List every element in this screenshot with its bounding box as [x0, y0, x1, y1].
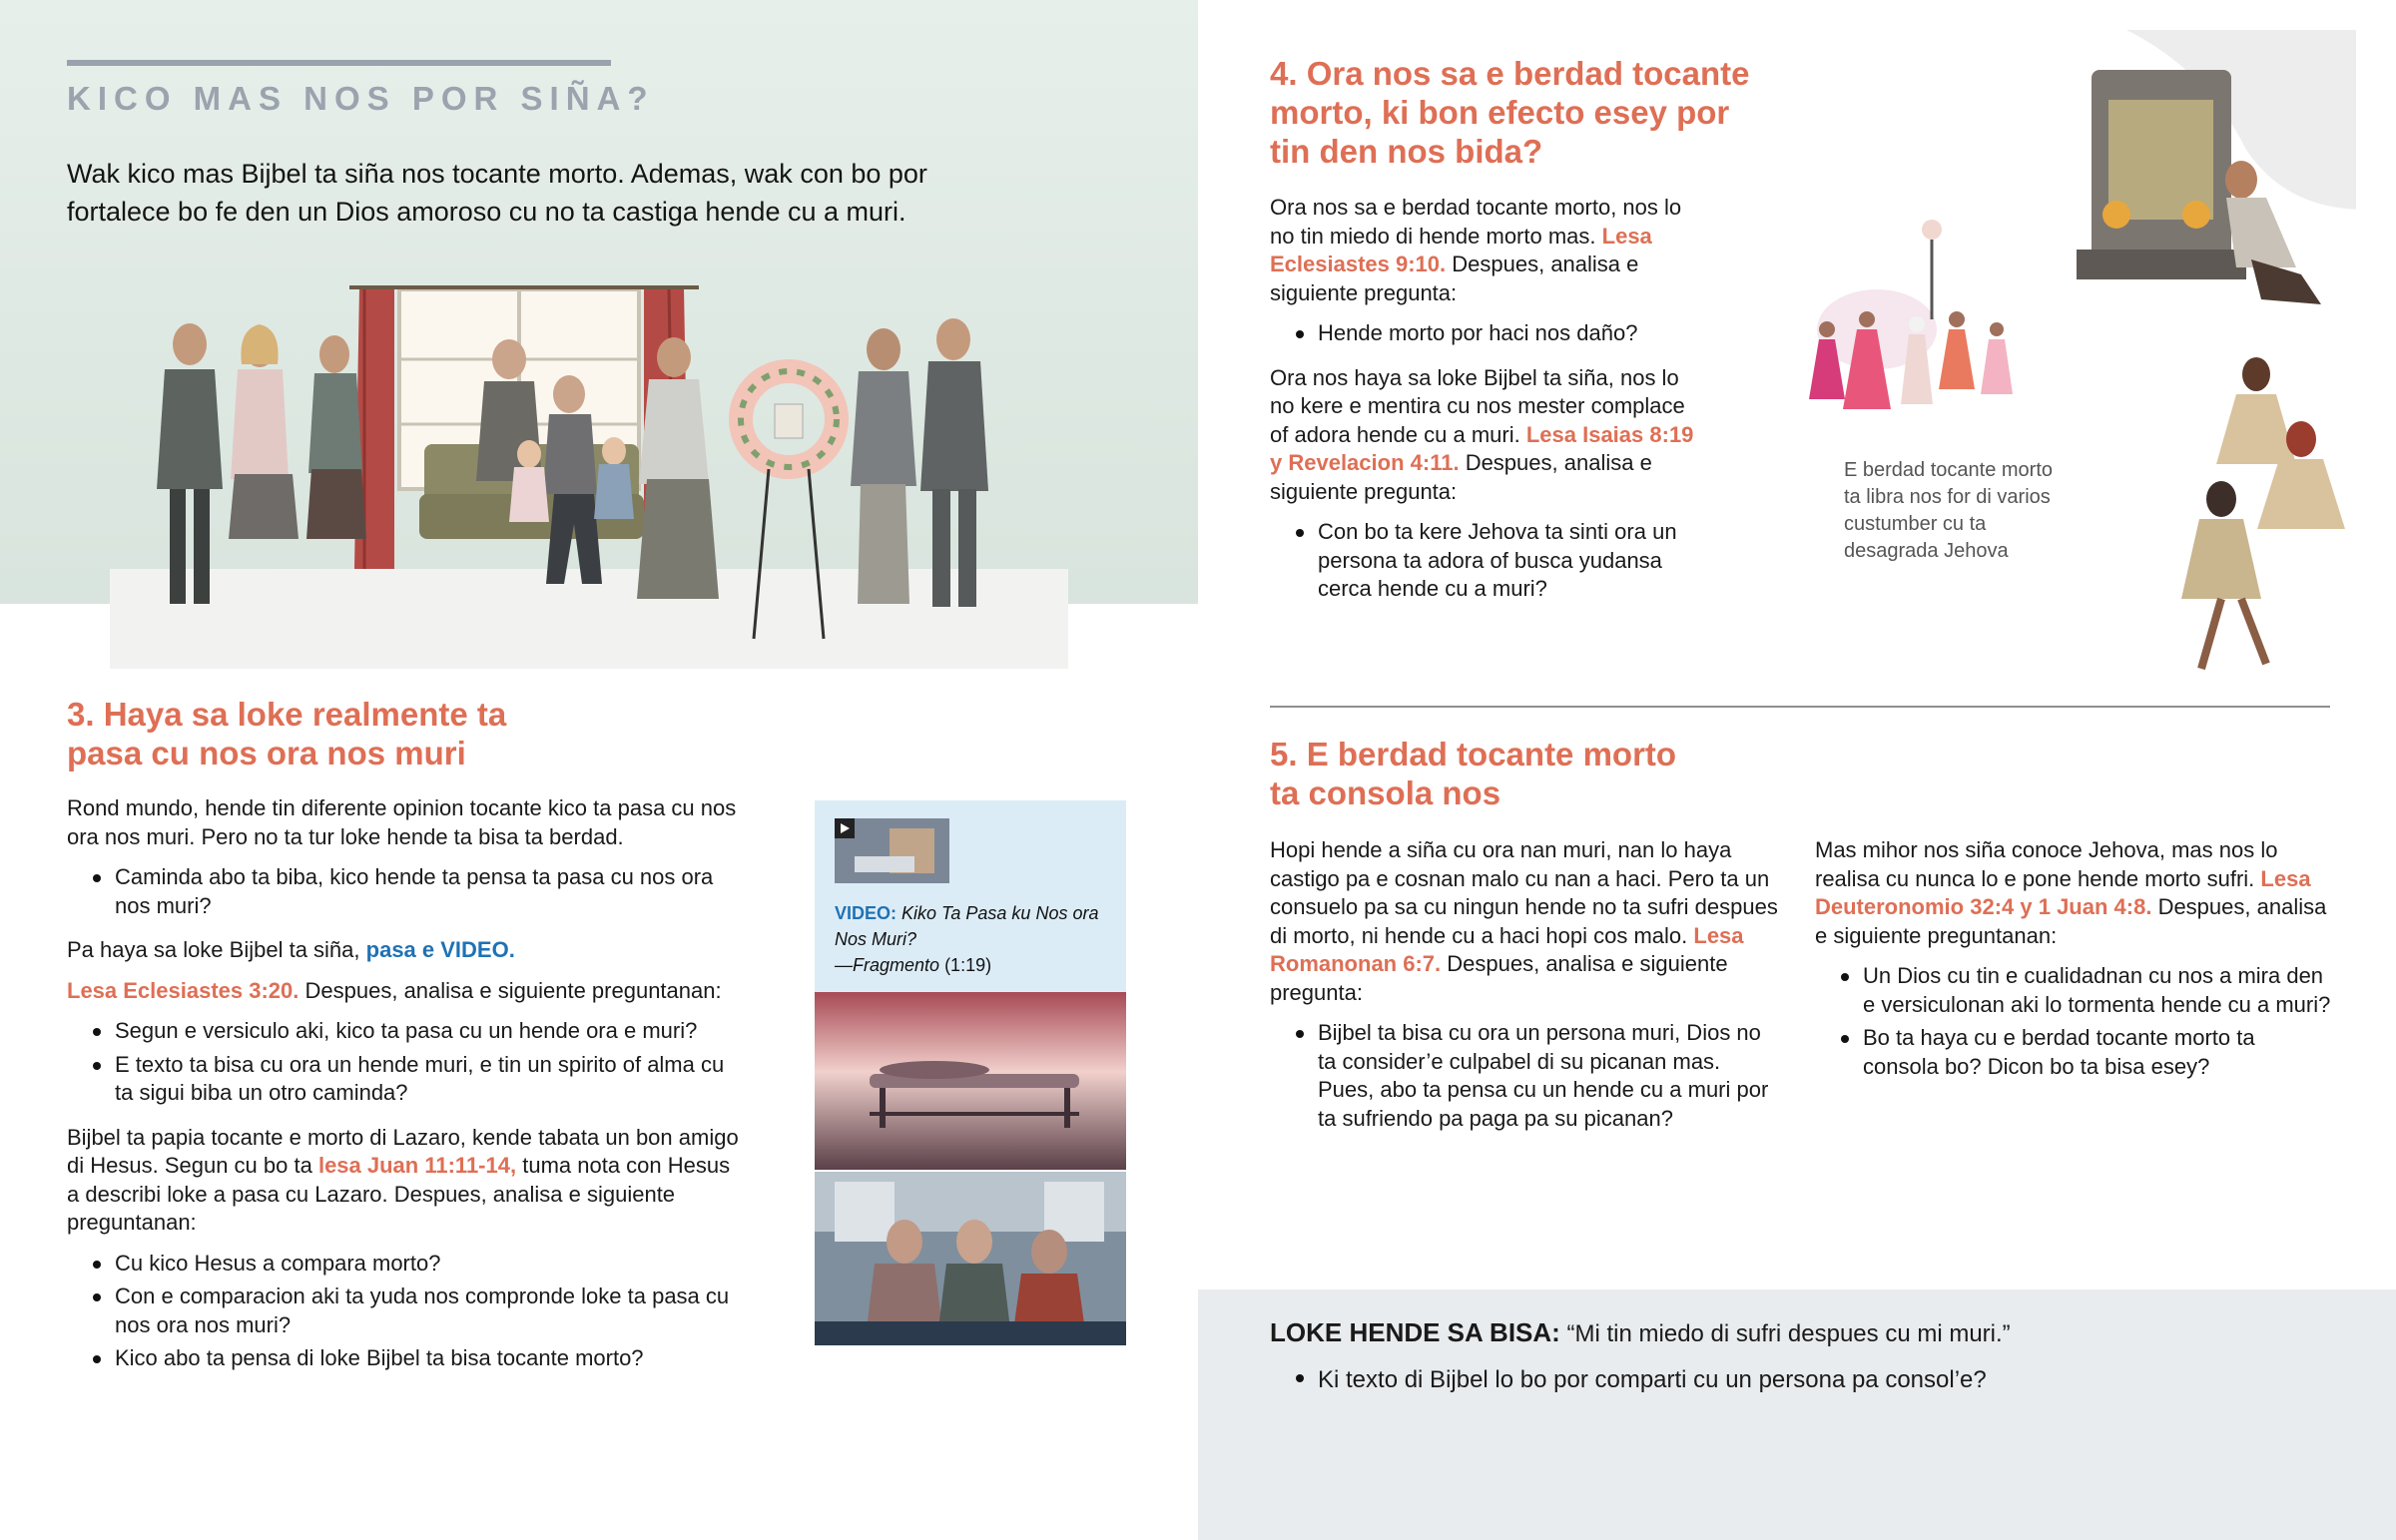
section-5-column-2	[1815, 836, 2334, 1097]
scripture-link[interactable]: Lesa Romanonan 6:7.	[1270, 922, 1744, 976]
quote-line	[1270, 1315, 2318, 1351]
section-5-title-line2: ta consola nos	[1270, 774, 1501, 811]
bullet-list	[1270, 518, 1709, 604]
paragraph-text: Despues, analisa e siguiente preguntanan:	[304, 977, 722, 1003]
funeral-room-illustration	[110, 269, 1068, 669]
section-4-title-line1: 4. Ora nos sa e berdad tocante	[1270, 55, 1750, 92]
scripture-link[interactable]: Lesa Eclesiastes 9:10.	[1270, 223, 1652, 276]
section-divider	[1270, 706, 2330, 708]
list-item: Ki texto di Bijbel lo bo por comparti cu un persona pa consol’e?	[1270, 1363, 2318, 1397]
paragraph-text: tuma nota con Hesus a describi loke a pasa cu Lazaro. Despues, analisa e siguiente preguntanan:	[67, 1153, 731, 1235]
bullet-list	[1270, 1019, 1779, 1133]
scripture-link[interactable]: lesa Juan 11:11-14,	[317, 1153, 517, 1178]
paragraph-text: Ora nos haya sa loke Bijbel ta siña, nos lo no kere e mentira cu nos mester complace of adora hende cu a muri.	[1270, 364, 1685, 447]
section-4-title-line2: morto, ki bon efecto esey por	[1270, 94, 1730, 131]
hospital-bed-image	[815, 992, 1126, 1170]
bullet-list	[1270, 1363, 2318, 1397]
section-4-body	[1270, 194, 1709, 620]
video-link[interactable]: pasa e VIDEO.	[365, 937, 515, 962]
bullet-list	[67, 863, 746, 920]
section-3-title-line2: pasa cu nos ora nos muri	[67, 735, 466, 771]
subway-passengers-image	[815, 1172, 1126, 1345]
section-5-paragraph-2	[1815, 836, 2334, 950]
paragraph-text: Ora nos sa e berdad tocante morto, nos lo no tin miedo di hende morto mas.	[1270, 195, 1682, 249]
video-card[interactable]	[815, 800, 1126, 992]
section-3-body	[67, 794, 746, 1389]
section-3-paragraph-3	[67, 977, 746, 1006]
bullet-list	[1815, 962, 2334, 1081]
video-duration: (1:19)	[944, 955, 992, 975]
customs-illustration	[1797, 30, 2356, 679]
video-subtitle: —Fragmento	[835, 955, 940, 975]
right-page	[1198, 0, 2396, 1540]
quote-box	[1270, 1315, 2318, 1413]
section-5-column-1	[1270, 836, 1779, 1149]
intro-text: Wak kico mas Bijbel ta siña nos tocante morto. Ademas, wak con bo por fortalece bo fe den un Dios amoroso cu no ta castiga hende cu a muri.	[67, 159, 927, 227]
list-item: Bo ta haya cu e berdad tocante morto ta consola bo? Dicon bo ta bisa esey?	[1815, 1024, 2334, 1081]
list-item: Bijbel ta bisa cu ora un persona muri, Dios no ta consider’e culpabel di su picanan mas. Pues, abo ta pensa cu un hende cu a muri por ta sufriendo pa paga pa su picanan?	[1270, 1019, 1779, 1133]
section-3-title	[67, 695, 506, 772]
list-item: Hende morto por haci nos daño?	[1270, 319, 1709, 348]
paragraph-text: Pa haya sa loke Bijbel ta siña,	[67, 937, 360, 962]
video-title: Kiko Ta Pasa ku Nos ora Nos Muri?	[835, 903, 1099, 949]
paragraph-text: Bijbel ta papia tocante e morto di Lazaro, kende tabata un bon amigo di Hesus. Segun cu bo ta	[67, 1124, 739, 1178]
paragraph-text: Despues, analisa e siguiente pregunta:	[1270, 951, 1728, 1005]
list-item: E texto ta bisa cu ora un hende muri, e tin un spirito of alma cu ta sigui biba un otro caminda?	[67, 1051, 746, 1108]
bullet-list	[1270, 319, 1709, 348]
scripture-link[interactable]: Lesa Isaias 8:19 y Revelacion 4:11.	[1270, 421, 1694, 475]
section-5-paragraph-1	[1270, 836, 1779, 1007]
section-3-paragraph-4	[67, 1124, 746, 1238]
scripture-link[interactable]: Lesa Deuteronomio 32:4 y 1 Juan 4:8.	[1815, 865, 2311, 919]
paragraph-text: Despues, analisa e siguiente preguntanan:	[1815, 894, 2327, 948]
bullet-list	[67, 1017, 746, 1108]
section-3-title-line1: 3. Haya sa loke realmente ta	[67, 696, 507, 733]
section-4-title	[1270, 54, 1750, 171]
quote-label: LOKE HENDE SA BISA:	[1270, 1317, 1560, 1347]
section-5-title-line1: 5. E berdad tocante morto	[1270, 736, 1677, 772]
video-label: VIDEO:	[835, 903, 898, 923]
kicker-rule	[67, 60, 611, 66]
section-4-paragraph-2	[1270, 364, 1709, 507]
list-item: Segun e versiculo aki, kico ta pasa cu un hende ora e muri?	[67, 1017, 746, 1046]
section-4-title-line3: tin den nos bida?	[1270, 133, 1543, 170]
paragraph-text: Despues, analisa e siguiente pregunta:	[1270, 450, 1652, 504]
paragraph-text: Mas mihor nos siña conoce Jehova, mas nos lo realisa cu nunca lo e pone hende morto sufri.	[1815, 837, 2278, 891]
paragraph-text: Hopi hende a siña cu ora nan muri, nan lo haya castigo pa e cosnan malo cu nan a haci. Pero ta un consuelo pa sa cu ningun hende no ta sufri despues di morto, ni hende cu a haci hopi cos malo.	[1270, 837, 1778, 948]
list-item: Cu kico Hesus a compara morto?	[67, 1250, 746, 1279]
video-caption	[835, 900, 1114, 978]
section-5-title	[1270, 735, 1676, 812]
bullet-list	[67, 1250, 746, 1373]
list-item: Un Dios cu tin e cualidadnan cu nos a mira den e versiculonan aki lo tormenta hende cu a muri?	[1815, 962, 2334, 1019]
illustration-caption: E berdad tocante morto ta libra nos for di varios custumber cu ta desagrada Jehova	[1844, 459, 2054, 562]
quote-text: “Mi tin miedo di sufri despues cu mi muri.”	[1566, 1320, 2011, 1347]
section-kicker: KICO MAS NOS POR SIÑA?	[67, 80, 655, 117]
scripture-link[interactable]: Lesa Eclesiastes 3:20.	[67, 977, 300, 1003]
section-3-paragraph-2	[67, 936, 746, 965]
list-item: Con e comparacion aki ta yuda nos compronde loke ta pasa cu nos ora nos muri?	[67, 1283, 746, 1339]
list-item: Con bo ta kere Jehova ta sinti ora un persona ta adora of busca yudansa cerca hende cu a muri?	[1270, 518, 1709, 604]
paragraph-text: Despues, analisa e siguiente pregunta:	[1270, 252, 1639, 305]
list-item: Caminda abo ta biba, kico hende ta pensa ta pasa cu nos ora nos muri?	[67, 863, 746, 920]
list-item: Kico abo ta pensa di loke Bijbel ta bisa tocante morto?	[67, 1344, 746, 1373]
section-4-paragraph-1	[1270, 194, 1709, 307]
section-3-paragraph-1: Rond mundo, hende tin diferente opinion tocante kico ta pasa cu nos ora nos muri. Pero no ta tur loke hende ta bisa ta berdad.	[67, 795, 737, 849]
video-thumbnail[interactable]	[835, 818, 949, 883]
